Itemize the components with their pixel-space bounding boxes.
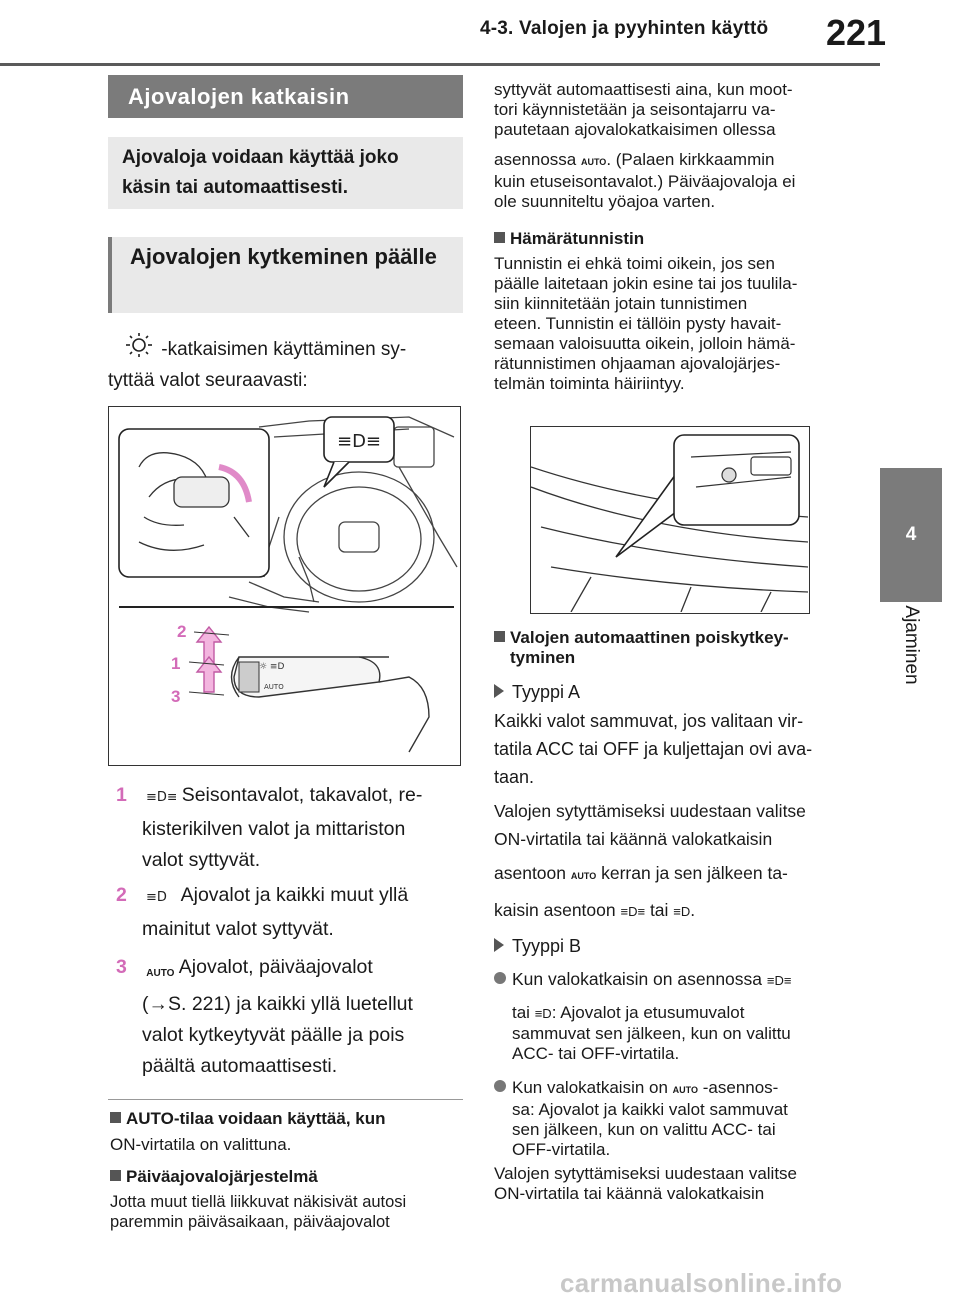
svg-text:AUTO: AUTO bbox=[264, 683, 284, 691]
type-b-label: Tyyppi B bbox=[494, 936, 864, 957]
step-3-line-1: Ajovalot, päiväajovalot bbox=[178, 956, 373, 978]
step-1-line-3: valot syttyvät. bbox=[142, 849, 261, 871]
auto-icon: AUTO bbox=[146, 968, 175, 979]
lead-box: Ajovaloja voidaan käyttää joko käsin tai automaattisesti. bbox=[108, 137, 463, 209]
headlight-icon: ≡D bbox=[534, 1006, 552, 1021]
subheading: Ajovalojen kytkeminen päälle bbox=[108, 237, 463, 313]
chapter-tab: 4 bbox=[880, 468, 942, 602]
svg-text:≡D≡: ≡D≡ bbox=[146, 790, 177, 804]
auto-off-heading: Valojen automaattinen poiskytkey- tyminen bbox=[494, 628, 864, 668]
intro-line-2: tyttää valot seuraavasti: bbox=[108, 370, 308, 391]
watermark: carmanualsonline.info bbox=[560, 1268, 843, 1298]
headlight-icon bbox=[146, 883, 176, 914]
auto-note-heading: AUTO-tilaa voidaan käyttää, kun bbox=[110, 1108, 470, 1130]
type-a-text: Kaikki valot sammuvat, jos valitaan vir- tatila ACC tai OFF ja kuljettajan ovi ava- taan. bbox=[494, 711, 813, 787]
step-2 bbox=[116, 880, 466, 945]
auto-off-section bbox=[494, 628, 864, 1204]
sun-switch-icon bbox=[122, 332, 156, 367]
step-2-line-1: Ajovalot ja kaikki muut yllä bbox=[180, 884, 409, 906]
svg-text:≡D: ≡D bbox=[146, 890, 168, 904]
drl-heading: Päiväajovalojärjestelmä bbox=[110, 1166, 470, 1188]
type-b-item-1: Kun valokatkaisin on asennossa ≡D≡ bbox=[494, 967, 864, 993]
parking-light-icon bbox=[146, 783, 176, 814]
end-text: Valojen sytyttämiseksi uudestaan valitse ON-virtatila tai käännä valokatkaisin bbox=[494, 1164, 798, 1203]
step-3-line-3: valot kytkeytyvät päälle ja pois bbox=[142, 1024, 405, 1046]
headlight-switch-figure bbox=[108, 406, 461, 766]
step-number: 1 bbox=[116, 784, 127, 806]
header-rule bbox=[0, 63, 880, 66]
auto-icon: AUTO bbox=[580, 157, 607, 167]
sensor-heading: Hämärätunnistin bbox=[494, 228, 864, 250]
relight-text: Valojen sytyttämiseksi uudestaan valitse ON-virtatila tai käännä valokatkaisin asentoon AUTO kerran ja sen jälkeen ta- kaisin asentoon ≡D≡ tai ≡D. bbox=[494, 801, 806, 920]
intro-paragraph bbox=[108, 332, 472, 395]
step-1-line-2: kisterikilven valot ja mittariston bbox=[142, 818, 406, 840]
step-1 bbox=[116, 780, 466, 876]
callout-1: 1 bbox=[171, 654, 181, 673]
type-b-item-2: Kun valokatkaisin on AUTO -asennos- sa: Ajovalot ja kaikki valot sammuvat sen jälkeen, kun on valittu ACC- tai OFF-virtatila. bbox=[494, 1078, 864, 1160]
drl-text: Jotta muut tiellä liikkuvat näkisivät autosi paremmin päiväsaikaan, päiväajovalot bbox=[110, 1193, 407, 1231]
auto-icon: AUTO bbox=[672, 1085, 699, 1095]
notes-left bbox=[110, 1108, 470, 1232]
sensor-text: Tunnistin ei ehkä toimi oikein, jos sen päälle laitetaan jokin esine tai jos tuulila- siin kiinnitetään jotain tunnistimen eteen. Tunnistin ei tällöin pysty havait- semaan valoisuutta oikein, jolloin hämä- rätunnistimen ohjaaman ajovalojärjes- telmän toiminta häiriintyy. bbox=[494, 254, 798, 393]
step-number: 3 bbox=[116, 956, 127, 978]
section-title: Ajovalojen katkaisin bbox=[108, 75, 463, 118]
type-a-label: Tyyppi A bbox=[494, 682, 864, 703]
callout-2: 2 bbox=[177, 622, 187, 641]
svg-text:☼ ≡D: ☼ ≡D bbox=[259, 662, 285, 672]
step-3-line-4: päältä automaattisesti. bbox=[142, 1055, 338, 1077]
step-number: 2 bbox=[116, 884, 127, 906]
headlight-icon: ≡D bbox=[673, 904, 691, 919]
type-b-item-1-cont: tai ≡D: Ajovalot ja etusumuvalot sammuvat sen jälkeen, kun on valittu ACC- tai OFF-virtatila. bbox=[512, 1003, 791, 1063]
running-header: 4-3. Valojen ja pyyhinten käyttö bbox=[480, 18, 769, 39]
intro-line-1: -katkaisimen käyttäminen sy- bbox=[161, 339, 407, 360]
sensor-note bbox=[494, 228, 864, 394]
parking-light-icon: ≡D≡ bbox=[766, 973, 792, 988]
notes-divider bbox=[108, 1099, 463, 1100]
page-number: 221 bbox=[826, 12, 887, 53]
light-sensor-figure bbox=[530, 426, 810, 614]
step-3-line-2: (→S. 221) ja kaikki yllä luetellut bbox=[142, 993, 413, 1015]
step-3 bbox=[116, 952, 466, 1082]
auto-note-text: ON-virtatila on valittuna. bbox=[110, 1135, 292, 1154]
step-2-line-2: mainitut valot syttyvät. bbox=[142, 918, 334, 940]
parking-light-icon: ≡D≡ bbox=[620, 904, 646, 919]
step-1-line-1: Seisontavalot, takavalot, re- bbox=[181, 784, 423, 806]
callout-3: 3 bbox=[171, 687, 181, 706]
auto-icon: AUTO bbox=[570, 871, 597, 881]
svg-text:≡D≡: ≡D≡ bbox=[336, 431, 382, 452]
chapter-label: Ajaminen bbox=[901, 605, 922, 685]
drl-continued: syttyvät automaattisesti aina, kun moot- tori käynnistetään ja seisontajarru va- pautetaan ajovalokatkaisimen ollessa asennossa AUTO. (Palaen kirkkaammin kuin etuseisontavalot.) Päiväajovaloja ei ole suunniteltu yöajoa varten. bbox=[494, 80, 796, 211]
